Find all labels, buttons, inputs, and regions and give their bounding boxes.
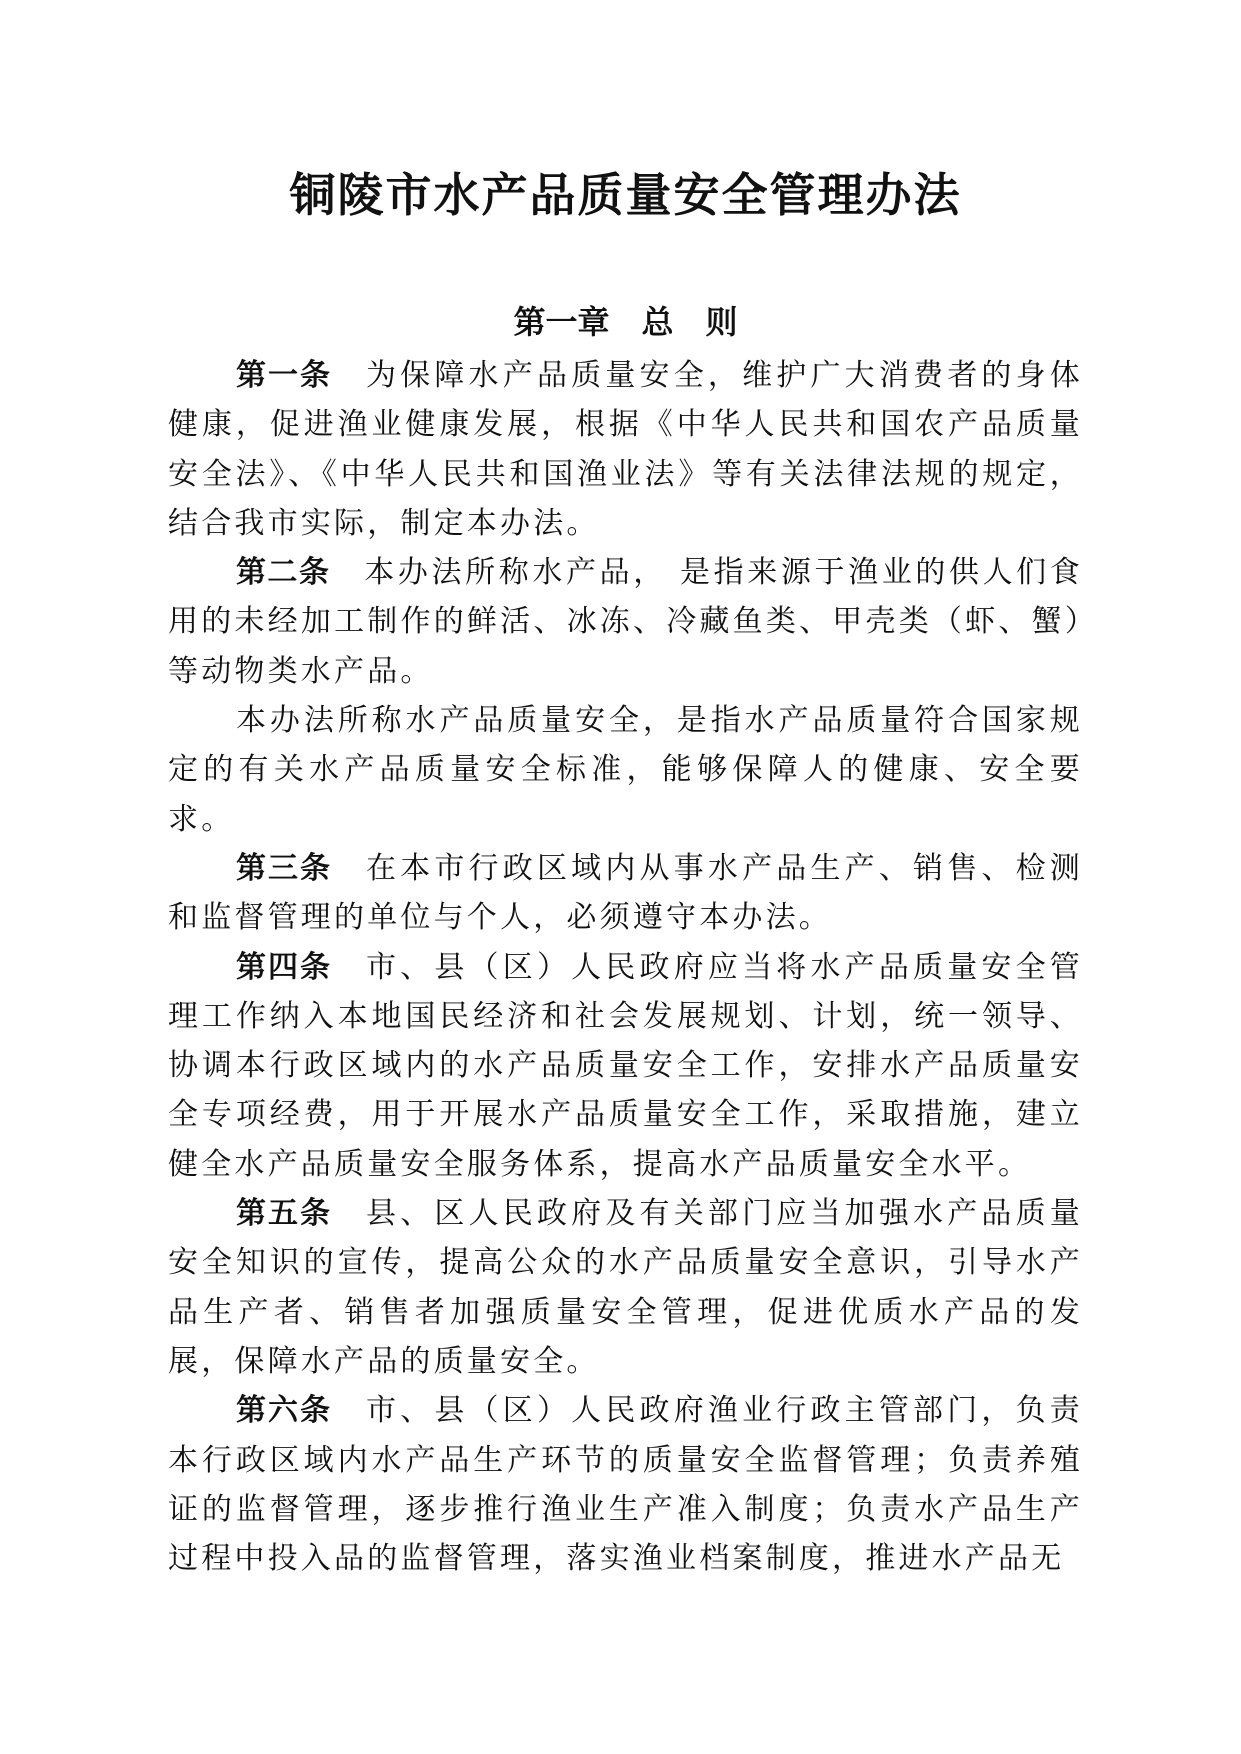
article-label: 第二条	[236, 555, 331, 591]
chapter-heading: 第一章 总 则	[513, 303, 738, 341]
article-4	[168, 943, 1083, 1189]
document-title: 铜陵市水产品质量安全管理办法	[289, 168, 962, 222]
document-body	[168, 351, 1083, 1583]
article-label: 第一条	[236, 358, 332, 393]
article-text: 在本市行政区域内从事水产品生产、销售、检测和监督管理的单位与个人，必须遵守本办法。	[168, 850, 1084, 936]
article-text: 市、县（区）人民政府渔业行政主管部门，负责本行政区域内水产品生产环节的质量安全监督管理；负责养殖证的监督管理，逐步推行渔业生产准入制度；负责水产品生产过程中投入品的监督管理，落实渔业档案制度，推进水产品无	[168, 1393, 1084, 1577]
article-label: 第五条	[236, 1196, 332, 1232]
article-label: 第四条	[236, 949, 332, 985]
article-label: 第三条	[236, 850, 332, 886]
article-5	[168, 1189, 1083, 1386]
article-label: 第六条	[236, 1393, 332, 1429]
article-6	[168, 1386, 1083, 1583]
article-text: 本办法所称水产品， 是指来源于渔业的供人们食用的未经加工制作的鲜活、冰冻、冷藏鱼类、甲壳类（虾、蟹）等动物类水产品。	[168, 555, 1084, 689]
article-2	[168, 548, 1083, 696]
article-1	[168, 351, 1083, 548]
article-text: 市、县（区）人民政府应当将水产品质量安全管理工作纳入本地国民经济和社会发展规划、计划，统一领导、协调本行政区域内的水产品质量安全工作，安排水产品质量安全专项经费，用于开展水产品质量安全工作，采取措施，建立健全水产品质量安全服务体系，提高水产品质量安全水平。	[168, 949, 1084, 1182]
article-3	[168, 844, 1083, 943]
article-text: 本办法所称水产品质量安全，是指水产品质量符合国家规定的有关水产品质量安全标准，能够保障人的健康、安全要求。	[168, 703, 1083, 837]
article-text: 为保障水产品质量安全，维护广大消费者的身体健康，促进渔业健康发展，根据《中华人民共和国农产品质量安全法》、《中华人民共和国渔业法》等有关法律法规的规定，结合我市实际，制定本办法。	[168, 358, 1084, 541]
article-2-paragraph-2	[168, 696, 1083, 844]
article-text: 县、区人民政府及有关部门应当加强水产品质量安全知识的宣传，提高公众的水产品质量安全意识，引导水产品生产者、销售者加强质量安全管理，促进优质水产品的发展，保障水产品的质量安全。	[168, 1196, 1084, 1379]
